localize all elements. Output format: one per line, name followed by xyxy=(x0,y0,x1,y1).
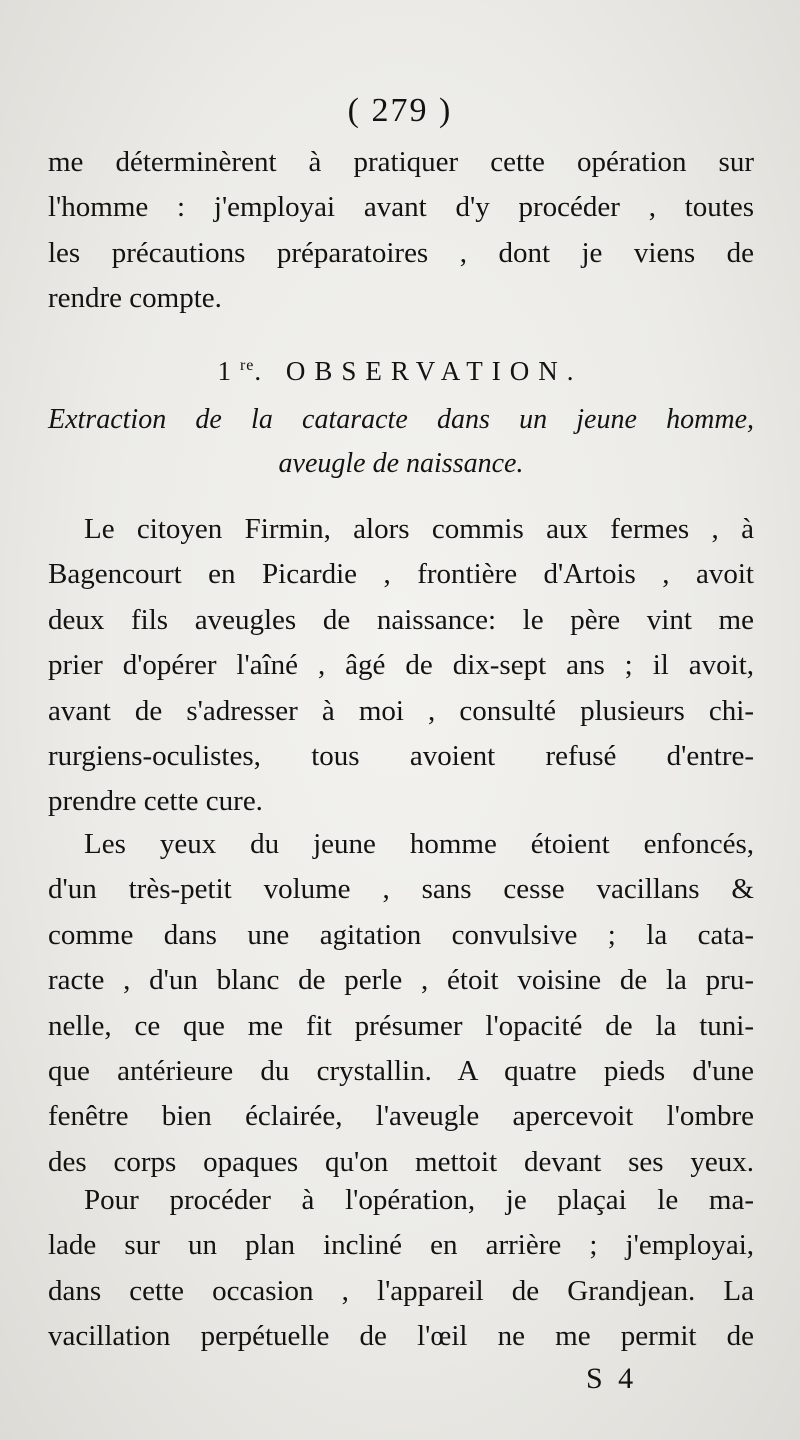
text-line: l'homme : j'employai avant d'y procéder , toutes xyxy=(48,191,754,224)
text-line: Pour procéder à l'opération, je plaçai le ma- xyxy=(84,1184,754,1216)
text-line: nelle, ce que me fit présumer l'opacité de la tuni- xyxy=(48,1009,754,1042)
page-number: ( 279 ) xyxy=(347,92,453,129)
text-line: lade sur un plan incliné en arrière ; j'employai, xyxy=(48,1229,754,1262)
paragraph-2 xyxy=(48,822,754,1185)
subtitle-line: Extraction de la cataracte dans un jeune homme, xyxy=(48,404,754,435)
heading-title: . OBSERVATION. xyxy=(254,356,583,386)
text-line: des corps opaques qu'on mettoit devant ses yeux. xyxy=(48,1145,754,1178)
intro-paragraph xyxy=(48,140,754,322)
text-line: que antérieure du crystallin. A quatre pieds d'une xyxy=(48,1054,754,1087)
text-line: prier d'opérer l'aîné , âgé de dix-sept ans ; il avoit, xyxy=(48,649,754,682)
text-line: Les yeux du jeune homme étoient enfoncés, xyxy=(84,828,754,860)
text-line: Bagencourt en Picardie , frontière d'Artois , avoit xyxy=(48,558,754,591)
text-line: racte , d'un blanc de perle , étoit voisine de la pru- xyxy=(48,964,754,997)
text-line: rendre compte. xyxy=(48,282,222,315)
text-line: avant de s'adresser à moi , consulté plusieurs chi- xyxy=(48,694,754,727)
text-line: fenêtre bien éclairée, l'aveugle apercevoit l'ombre xyxy=(48,1100,754,1133)
text-line: rurgiens-oculistes, tous avoient refusé d'entre- xyxy=(48,739,754,772)
text-line: prendre cette cure. xyxy=(48,785,263,818)
paragraph-3 xyxy=(48,1178,754,1360)
text-line: comme dans une agitation convulsive ; la cata- xyxy=(48,918,754,951)
text-line: deux fils aveugles de naissance: le père vint me xyxy=(48,603,754,636)
text-line: les précautions préparatoires , dont je viens de xyxy=(48,236,754,269)
text-line: dans cette occasion , l'appareil de Grandjean. La xyxy=(48,1274,754,1307)
signature-mark: S 4 xyxy=(586,1362,638,1395)
paragraph-1 xyxy=(48,507,754,825)
subtitle-line: aveugle de naissance. xyxy=(278,448,524,479)
heading-ordinal: 1 xyxy=(217,356,240,386)
text-line: vacillation perpétuelle de l'œil ne me permit de xyxy=(48,1320,754,1353)
text-line: d'un très-petit volume , sans cesse vacillans & xyxy=(48,873,754,906)
section-heading xyxy=(0,340,800,392)
text-line: Le citoyen Firmin, alors commis aux fermes , à xyxy=(84,513,754,545)
text-line: me déterminèrent à pratiquer cette opération sur xyxy=(48,146,754,178)
heading-ordinal-suffix: re xyxy=(239,357,255,374)
